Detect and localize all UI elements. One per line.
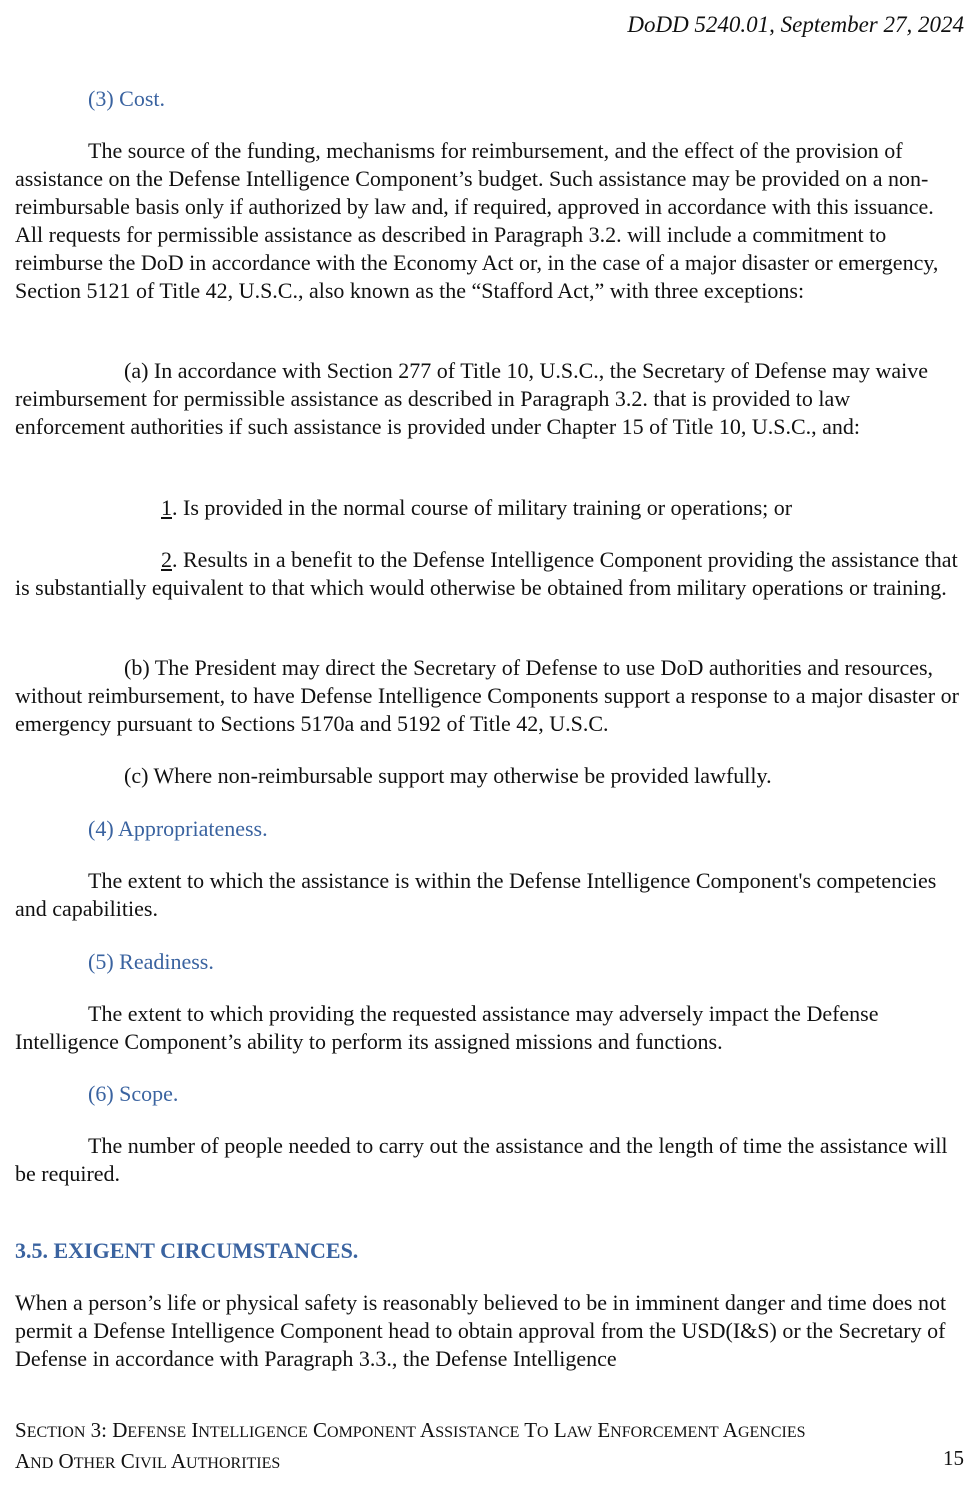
appropriateness-body: The extent to which the assistance is within the Defense Intelligence Component's competencies and capabilities. xyxy=(15,868,937,921)
page-number: 15 xyxy=(943,1446,964,1470)
cost-item-b: (b) The President may direct the Secretary of Defense to use DoD authorities and resources, without reimbursement, to have Defense Intelligence Components support a response to a major disaster or emergency pursuant to Sections 5170a and 5192 of Title 42, U.S.C. xyxy=(15,655,959,736)
cost-item-a: (a) In accordance with Section 277 of Title 10, U.S.C., the Secretary of Defense may waive reimbursement for permissible assistance as described in Paragraph 3.2. that is provided to law enforcement authorities if such assistance is provided under Chapter 15 of Title 10, U.S.C., and: xyxy=(15,358,928,439)
sub-item-2-number: 2 xyxy=(161,547,172,572)
cost-sub-item-1 xyxy=(15,494,965,522)
cost-body: The source of the funding, mechanisms for reimbursement, and the effect of the provision of assistance on the Defense Intelligence Component’s budget. Such assistance may be provided on a non-reimbursable basis only if authorized by law and, if required, approved in accordance with this issuance. All requests for permissible assistance as described in Paragraph 3.2. will include a commitment to reimburse the DoD in accordance with the Economy Act or, in the case of a major disaster or emergency, Section 5121 of Title 42, U.S.C., also known as the “Stafford Act,” with three exceptions: xyxy=(15,138,939,303)
readiness-heading: (5) Readiness. xyxy=(88,949,214,974)
sub-item-1-number: 1 xyxy=(161,495,172,520)
page-footer xyxy=(15,1416,965,1478)
doc-reference-header: DoDD 5240.01, September 27, 2024 xyxy=(627,12,964,37)
appropriateness-heading: (4) Appropriateness. xyxy=(88,816,268,841)
cost-sub-item-2 xyxy=(15,546,965,602)
scope-heading: (6) Scope. xyxy=(88,1081,179,1106)
section-3-5-body: When a person’s life or physical safety is reasonably believed to be in imminent danger and time does not permit a Defense Intelligence Component head to obtain approval from the USD(I&S) or the Secretary of Defense in accordance with Paragraph 3.3., the Defense Intelligence xyxy=(15,1290,947,1371)
scope-body: The number of people needed to carry out the assistance and the length of time the assistance will be required. xyxy=(15,1133,948,1186)
section-3-5-heading: 3.5. EXIGENT CIRCUMSTANCES. xyxy=(15,1238,359,1263)
sub-item-2-text: . Results in a benefit to the Defense Intelligence Component providing the assistance that is substantially equivalent to that which would otherwise be obtained from military operations or training. xyxy=(15,547,958,600)
cost-heading: (3) Cost. xyxy=(88,86,165,111)
cost-item-c: (c) Where non-reimbursable support may otherwise be provided lawfully. xyxy=(124,763,772,788)
sub-item-1-text: . Is provided in the normal course of military training or operations; or xyxy=(172,495,793,520)
readiness-body: The extent to which providing the requested assistance may adversely impact the Defense Intelligence Component’s ability to perform its assigned missions and functions. xyxy=(15,1001,879,1054)
footer-section-title-line1: SECTION 3: DEFENSE INTELLIGENCE COMPONENT ASSISTANCE TO LAW ENFORCEMENT AGENCIES xyxy=(15,1418,806,1442)
footer-section-title-line2: AND OTHER CIVIL AUTHORITIES xyxy=(15,1449,281,1473)
